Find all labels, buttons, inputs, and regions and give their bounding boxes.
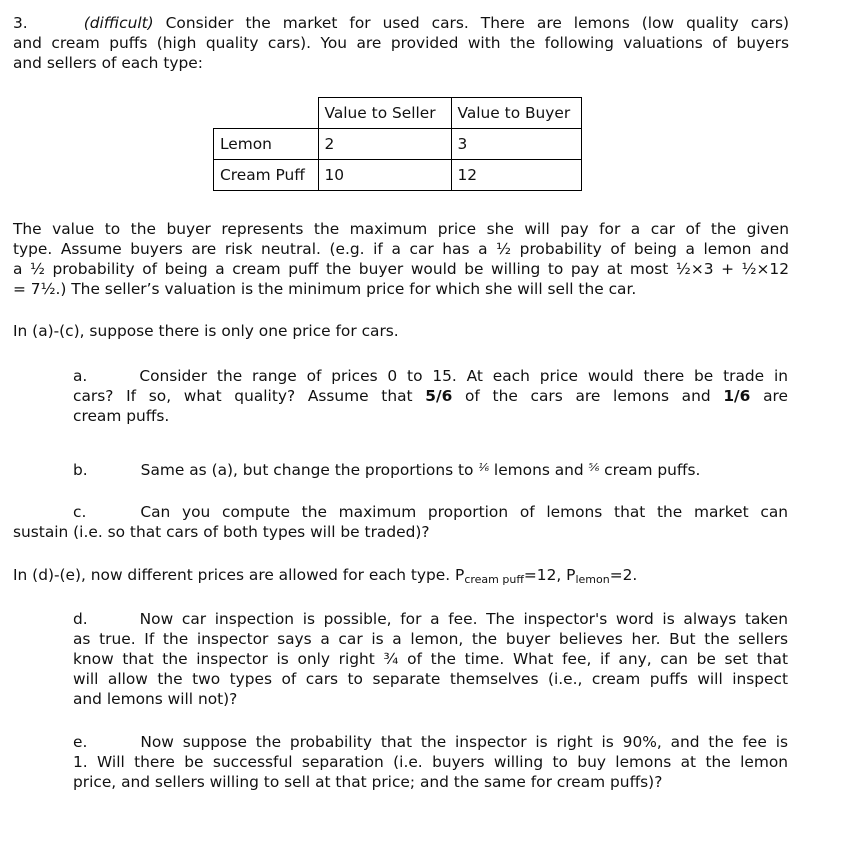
row-label-cream-puff: Cream Puff bbox=[214, 160, 319, 191]
table-row bbox=[214, 160, 582, 191]
row-label-lemon: Lemon bbox=[214, 129, 319, 160]
part-d-line-5: and lemons will not)? bbox=[73, 690, 238, 708]
part-a-label: a. bbox=[73, 367, 88, 385]
part-e-line-2: 1. Will there be successful separation (i.e. buyers willing to buy lemons at the lemon bbox=[73, 753, 788, 771]
intro-line-1: Consider the market for used cars. There are lemons (low quality cars) bbox=[153, 14, 789, 32]
intro-line-2: and cream puffs (high quality cars). You are provided with the following valuations of buyers bbox=[13, 34, 789, 52]
part-d bbox=[73, 609, 788, 709]
lemon-proportion: 5/6 bbox=[425, 387, 453, 405]
lemon-seller-value: 2 bbox=[318, 129, 451, 160]
part-d-line-1: Now car inspection is possible, for a fee. The inspector's word is always taken bbox=[139, 610, 788, 628]
part-a-line-2-pre: cars? If so, what quality? Assume that bbox=[73, 387, 426, 405]
cream-puff-seller-value: 10 bbox=[318, 160, 451, 191]
part-e-line-1: Now suppose the probability that the inspector is right is 90%, and the fee is bbox=[140, 733, 788, 751]
explanation-paragraph bbox=[13, 219, 789, 299]
explanation-line-4: = 7½.) The seller’s valuation is the minimum price for which she will sell the car. bbox=[13, 280, 637, 298]
explanation-line-1: The value to the buyer represents the maximum price she will pay for a car of the given bbox=[13, 220, 789, 238]
part-b bbox=[73, 458, 788, 480]
lemon-buyer-value: 3 bbox=[451, 129, 581, 160]
difficulty-tag: (difficult) bbox=[83, 14, 154, 32]
part-b-fraction-lemons: ⅙ bbox=[478, 461, 490, 474]
part-d-line-3: know that the inspector is only right ¾ of the time. What fee, if any, can be set that bbox=[73, 650, 788, 668]
part-a-line-1: Consider the range of prices 0 to 15. At each price would there be trade in bbox=[139, 367, 788, 385]
explanation-line-2: type. Assume buyers are risk neutral. (e.g. if a car has a ½ probability of being a lemon and bbox=[13, 240, 789, 258]
part-a-line-3: cream puffs. bbox=[73, 407, 170, 425]
section-de-mid: =12, P bbox=[523, 566, 576, 584]
part-e-label: e. bbox=[73, 733, 88, 751]
part-a bbox=[73, 366, 788, 426]
part-d-label: d. bbox=[73, 610, 88, 628]
question-intro bbox=[13, 13, 789, 73]
valuation-table bbox=[213, 97, 582, 191]
question-number: 3. bbox=[13, 14, 28, 32]
price-subscript-lemon: lemon bbox=[575, 573, 610, 586]
part-a-line-2-mid: of the cars are lemons and bbox=[452, 387, 724, 405]
part-b-label: b. bbox=[73, 461, 88, 479]
part-a-line-2-post: are bbox=[750, 387, 788, 405]
cream-puff-proportion: 1/6 bbox=[723, 387, 751, 405]
explanation-line-3: a ½ probability of being a cream puff the buyer would be willing to pay at most ½×3 + ½×12 bbox=[13, 260, 789, 278]
header-value-to-buyer: Value to Buyer bbox=[451, 98, 581, 129]
header-value-to-seller: Value to Seller bbox=[318, 98, 451, 129]
table-header-row bbox=[214, 98, 582, 129]
part-c-line-1: Can you compute the maximum proportion of lemons that the market can bbox=[140, 503, 788, 521]
part-d-line-2: as true. If the inspector says a car is a lemon, the buyer believes her. But the sellers bbox=[73, 630, 788, 648]
section-de-text: In (d)-(e), now different prices are allowed for each type. P bbox=[13, 566, 465, 584]
cream-puff-buyer-value: 12 bbox=[451, 160, 581, 191]
part-c-label: c. bbox=[73, 503, 87, 521]
section-ac-heading: In (a)-(c), suppose there is only one price for cars. bbox=[13, 322, 399, 340]
price-subscript-cream-puff: cream puff bbox=[464, 573, 524, 586]
part-e-line-3: price, and sellers willing to sell at that price; and the same for cream puffs)? bbox=[73, 773, 663, 791]
part-b-text-1: Same as (a), but change the proportions to bbox=[140, 461, 479, 479]
part-c bbox=[13, 502, 788, 542]
table-row bbox=[214, 129, 582, 160]
part-d-line-4: will allow the two types of cars to separate themselves (i.e., cream puffs will inspect bbox=[73, 670, 788, 688]
part-b-fraction-cream-puffs: ⅚ bbox=[588, 461, 600, 474]
part-e bbox=[73, 732, 788, 792]
part-b-text-3: cream puffs. bbox=[599, 461, 701, 479]
section-de-post: =2. bbox=[609, 566, 638, 584]
part-c-line-2: sustain (i.e. so that cars of both types will be traded)? bbox=[13, 523, 430, 541]
section-de-heading bbox=[13, 565, 789, 590]
intro-line-3: and sellers of each type: bbox=[13, 54, 203, 72]
part-b-text-2: lemons and bbox=[489, 461, 589, 479]
table-corner-cell bbox=[214, 98, 319, 129]
